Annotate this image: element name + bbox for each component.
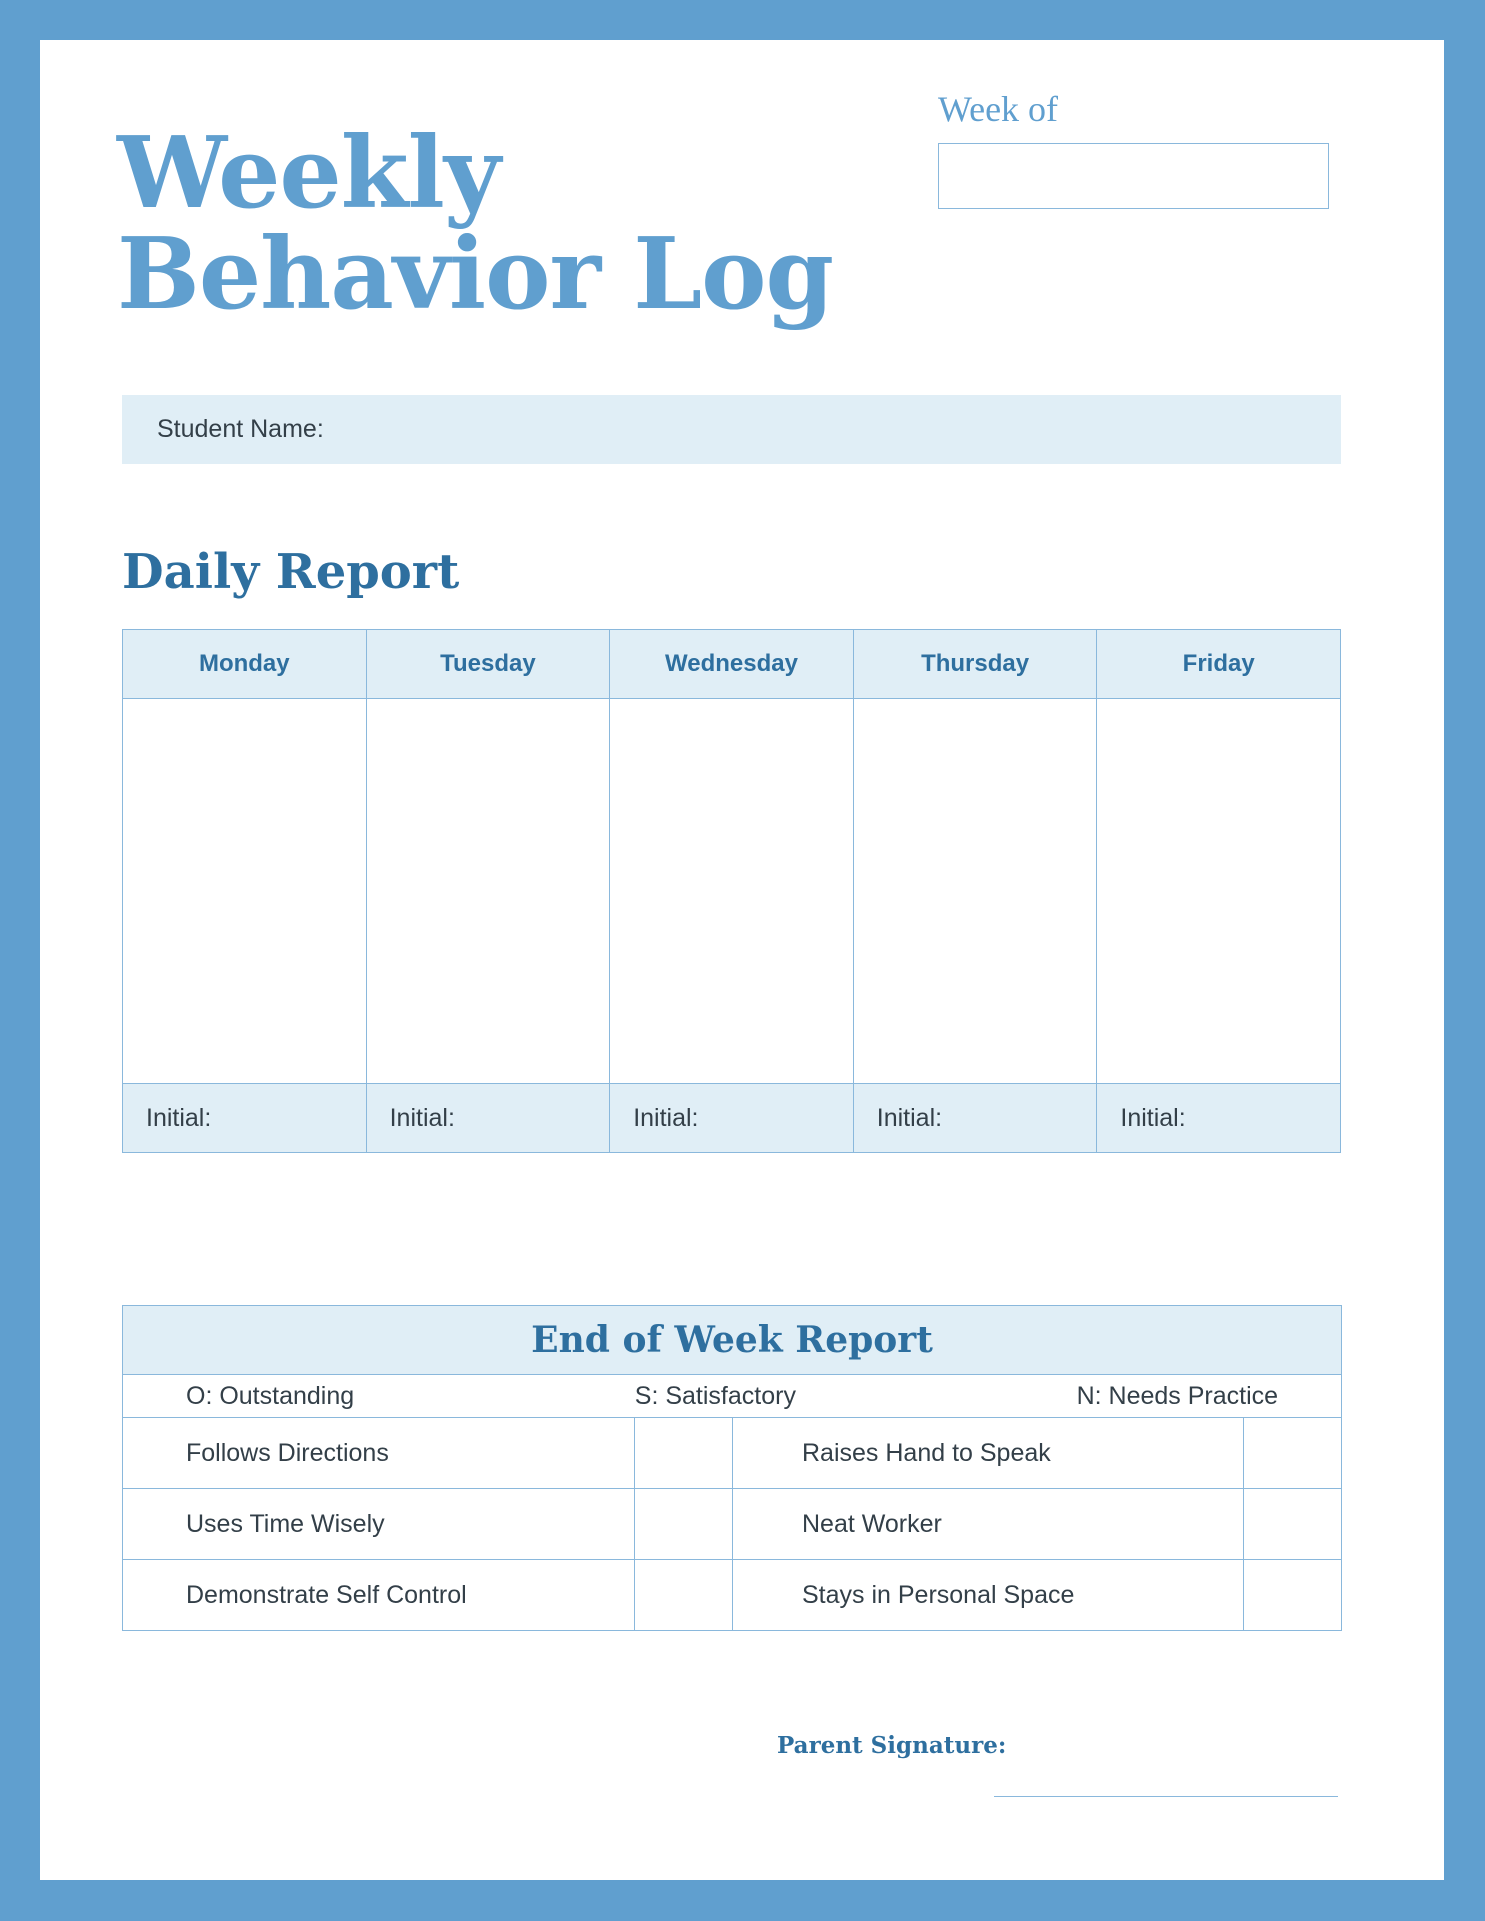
rating-cell[interactable] — [635, 1418, 733, 1489]
week-of-field[interactable] — [938, 143, 1329, 209]
daily-header-row — [123, 630, 1341, 699]
day-header-tuesday: Tuesday — [366, 630, 610, 699]
rating-cell[interactable] — [1244, 1418, 1342, 1489]
day-header-thursday: Thursday — [853, 630, 1097, 699]
day-header-friday: Friday — [1097, 630, 1341, 699]
end-of-week-title: End of Week Report — [123, 1306, 1342, 1375]
day-header-monday: Monday — [123, 630, 367, 699]
criteria-label: Uses Time Wisely — [123, 1489, 635, 1560]
notes-cell-thursday[interactable] — [853, 699, 1097, 1084]
end-of-week-header-row — [123, 1306, 1342, 1375]
rating-legend — [186, 1382, 1278, 1411]
criteria-label: Raises Hand to Speak — [733, 1418, 1244, 1489]
initial-cell-tuesday[interactable]: Initial: — [366, 1084, 610, 1153]
criteria-label: Neat Worker — [733, 1489, 1244, 1560]
student-name-label: Student Name: — [157, 415, 324, 443]
title-line-2: Behavior Log — [117, 217, 834, 332]
criteria-row — [123, 1489, 1342, 1560]
daily-notes-row — [123, 699, 1341, 1084]
legend-outstanding: O: Outstanding — [186, 1381, 355, 1410]
notes-cell-monday[interactable] — [123, 699, 367, 1084]
end-of-week-table — [122, 1305, 1342, 1631]
title-line-1: Weekly — [117, 116, 500, 231]
daily-report-table — [122, 629, 1341, 1153]
page-title — [117, 116, 834, 332]
parent-signature-label: Parent Signature: — [777, 1732, 1007, 1759]
parent-signature-line[interactable] — [994, 1796, 1338, 1797]
legend-satisfactory: S: Satisfactory — [634, 1381, 796, 1410]
rating-cell[interactable] — [635, 1489, 733, 1560]
daily-initial-row — [123, 1084, 1341, 1153]
criteria-label: Demonstrate Self Control — [123, 1560, 635, 1631]
week-of-label: Week of — [938, 89, 1059, 129]
criteria-label: Follows Directions — [123, 1418, 635, 1489]
day-header-wednesday: Wednesday — [610, 630, 854, 699]
notes-cell-wednesday[interactable] — [610, 699, 854, 1084]
criteria-row — [123, 1560, 1342, 1631]
initial-cell-friday[interactable]: Initial: — [1097, 1084, 1341, 1153]
criteria-row — [123, 1418, 1342, 1489]
rating-cell[interactable] — [635, 1560, 733, 1631]
initial-cell-wednesday[interactable]: Initial: — [610, 1084, 854, 1153]
notes-cell-tuesday[interactable] — [366, 699, 610, 1084]
initial-cell-monday[interactable]: Initial: — [123, 1084, 367, 1153]
daily-report-title: Daily Report — [122, 544, 460, 600]
notes-cell-friday[interactable] — [1097, 699, 1341, 1084]
behavior-log-page — [40, 40, 1444, 1880]
initial-cell-thursday[interactable]: Initial: — [853, 1084, 1097, 1153]
criteria-label: Stays in Personal Space — [733, 1560, 1244, 1631]
rating-legend-row — [123, 1375, 1342, 1418]
legend-needs-practice: N: Needs Practice — [1076, 1381, 1279, 1410]
rating-cell[interactable] — [1244, 1560, 1342, 1631]
student-name-field[interactable] — [122, 395, 1341, 464]
rating-cell[interactable] — [1244, 1489, 1342, 1560]
